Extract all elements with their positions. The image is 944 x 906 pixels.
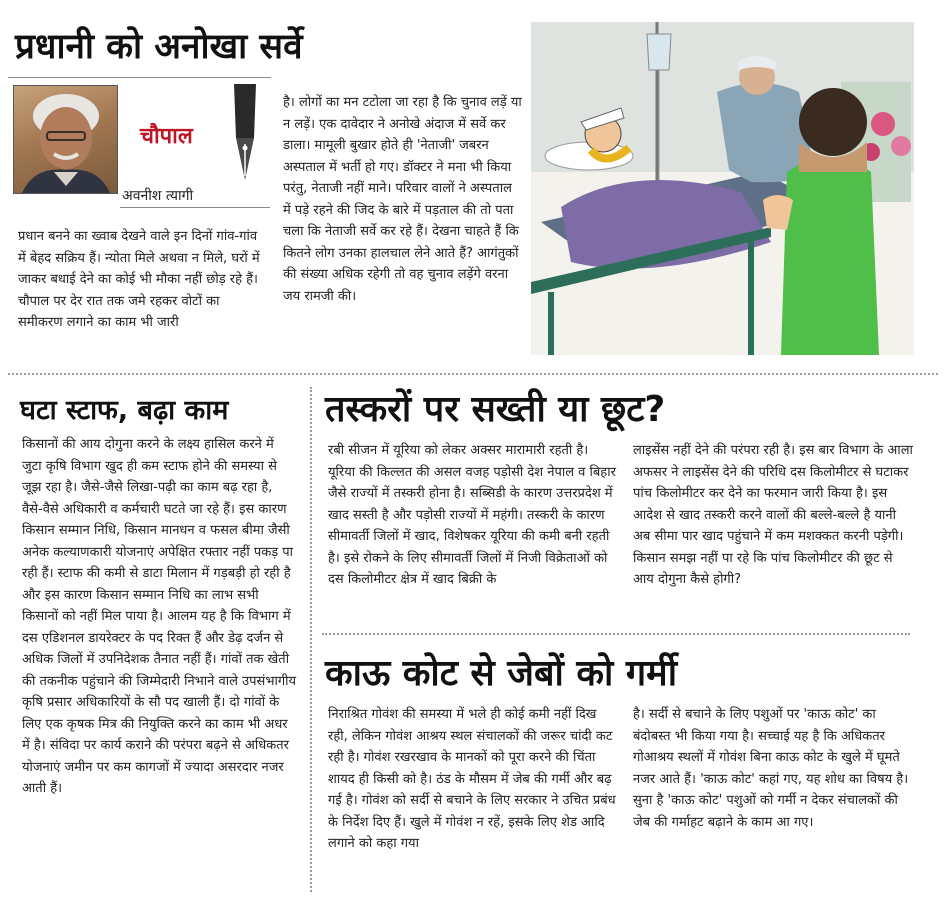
bottom-story-column-1: निराश्रित गोवंश की समस्या में भले ही कोई कमी नहीं दिख रही, लेकिन गोवंश आश्रय स्थल संचालकों की जरूर चांदी कट रही है। गोवंश रखरखाव के मानकों को पूरा करने की चिंता शायद ही किसी को है। ठंड के मौसम में जेब की गर्मी और बढ़ गई है। गोवंश को सर्दी से बचाने के लिए सरकार ने उचित प्रबंध के निर्देश दिए हैं। खुले में गोवंश न रहें, इसके लिए शेड आदि लगाने को कहा गया [328, 707, 616, 851]
middle-story-column-2: लाइसेंस नहीं देने की परंपरा रही है। इस बार विभाग के आला अफसर ने लाइसेंस देने की परिधि दस किलोमीटर से घटाकर पांच किलोमीटर कर देने का फरमान जारी किया है। इस आदेश से खाद तस्करी करने वालों की बल्ले-बल्ले है यानी अब सीमा पार खाद पहुंचाने में कम मशक्कत करनी पड़ेगी। किसान समझ नहीं पा रहे कि पांच किलोमीटर की छूट से आय दोगुना कैसे होगी? [633, 443, 913, 587]
left-story-headline: घटा स्टाफ, बढ़ा काम [20, 395, 229, 426]
intro-column-1: प्रधान बनने का ख्वाब देखने वाले इन दिनों गांव-गांव में बेहद सक्रिय हैं। न्योता मिले अथवा न मिले, घरों में जाकर बधाई देने का कोई भी मौका नहीं छोड़ रहे हैं। चौपाल पर देर रात तक जमे रहकर वोटों का समीकरण लगाने का काम भी जारी [18, 229, 260, 330]
author-photo [13, 85, 118, 194]
author-underline [120, 207, 270, 208]
intro-column-2: है। लोगों का मन टटोला जा रहा है कि चुनाव लड़ें या न लड़ें। एक दावेदार ने अनोखे अंदाज में सर्वे कर डाला। मामूली बुखार होते ही 'नेताजी' जबरन अस्पताल में भर्ती हो गए। डॉक्टर ने मना भी किया परंतु, नेताजी नहीं माने। परिवार वालों ने अस्पताल में पड़े रहने की जिद के बारे में पड़ताल की तो पता चला कि नेताजी सर्वे कर रहे हैं। देखना चाहते हैं कि कितने लोग उनका हालचाल लेने आते हैं? आगंतुकों की संख्या अधिक रहेगी तो वह चुनाव लड़ेंगे वरना जय रामजी की। [283, 95, 522, 304]
column-name: चौपाल [140, 124, 193, 149]
bottom-story-column-2: है। सर्दी से बचाने के लिए पशुओं पर 'काऊ कोट' का बंदोबस्त भी किया गया है। सच्चाई यह है कि अधिकतर गोआश्रय स्थलों में गोवंश बिना काऊ कोट के खुले में घूमते नजर आते हैं। 'काऊ कोट' कहां गए, यह शोध का विषय है। सुना है 'काऊ कोट' पशुओं को गर्मी न देकर संचालकों की जेब की गर्माहट बढ़ाने के काम आ गए। [633, 707, 909, 830]
middle-story-headline: तस्करों पर सख्ती या छूट? [325, 389, 666, 430]
middle-divider [322, 633, 910, 635]
main-headline: प्रधानी को अनोखा सर्वे [15, 27, 303, 67]
fountain-pen-icon [220, 80, 270, 190]
bottom-story-headline: काऊ कोट से जेबों को गर्मी [325, 653, 678, 694]
middle-story-column-1: रबी सीजन में यूरिया को लेकर अक्सर मारामारी रहती है। यूरिया की किल्लत की असल वजह पड़ोसी देश नेपाल व बिहार जैसे राज्यों में तस्करी होना है। सब्सिडी के कारण उत्तरप्रदेश में खाद सस्ती है और पड़ोसी राज्यों में महंगी। तस्करी के कारण सीमावर्ती जिलों में खाद, विशेषकर यूरिया की कमी बनी रहती है। इसे रोकने के लिए सीमावर्ती जिलों में निजी विक्रेताओं को दस किलोमीटर क्षेत्र में खाद बिक्री के [328, 443, 616, 587]
left-story-body: किसानों की आय दोगुना करने के लक्ष्य हासिल करने में जुटा कृषि विभाग खुद ही कम स्टाफ होने की समस्या से जूझ रहा है। जैसे-जैसे लिखा-पढ़ी का काम बढ़ रहा है, वैसे-वैसे अधिकारी व कर्मचारी घटते जा रहे हैं। इस कारण किसान सम्मान निधि, किसान मानधन व फसल बीमा जैसी अनेक कल्याणकारी योजनाएं अपेक्षित रफ्तार नहीं पकड़ पा रही हैं। स्टाफ की कमी से डाटा मिलान में गड़बड़ी हो रही है और इस कारण किसान सम्मान निधि का लाभ सभी किसानों को नहीं मिल पाया है। आलम यह है कि विभाग में दस एडिशनल डायरेक्टर के पद रिक्त हैं और डेढ़ दर्जन से अधिक जिलों में उपनिदेशक तैनात नहीं हैं। गांवों तक खेती की तकनीक पहुंचाने की जिम्मेदारी निभाने वाले उपसंभागीय कृषि प्रसार अधिकारियों के सौ पद खाली हैं। दो गांवों के लिए एक कृषक मित्र की नियुक्ति करने का काम भी अधर में है। संविदा पर कार्य कराने की परंपरा बढ़ने से अधिकतर योजनाएं जमीन पर कम कागजों में ज्यादा असरदार नजर आती हैं। [22, 437, 297, 796]
cartoon-illustration [531, 22, 914, 355]
author-name: अवनीश त्यागी [122, 188, 194, 204]
vertical-divider [310, 387, 312, 892]
byline-rule [8, 77, 271, 78]
top-divider [8, 373, 938, 375]
